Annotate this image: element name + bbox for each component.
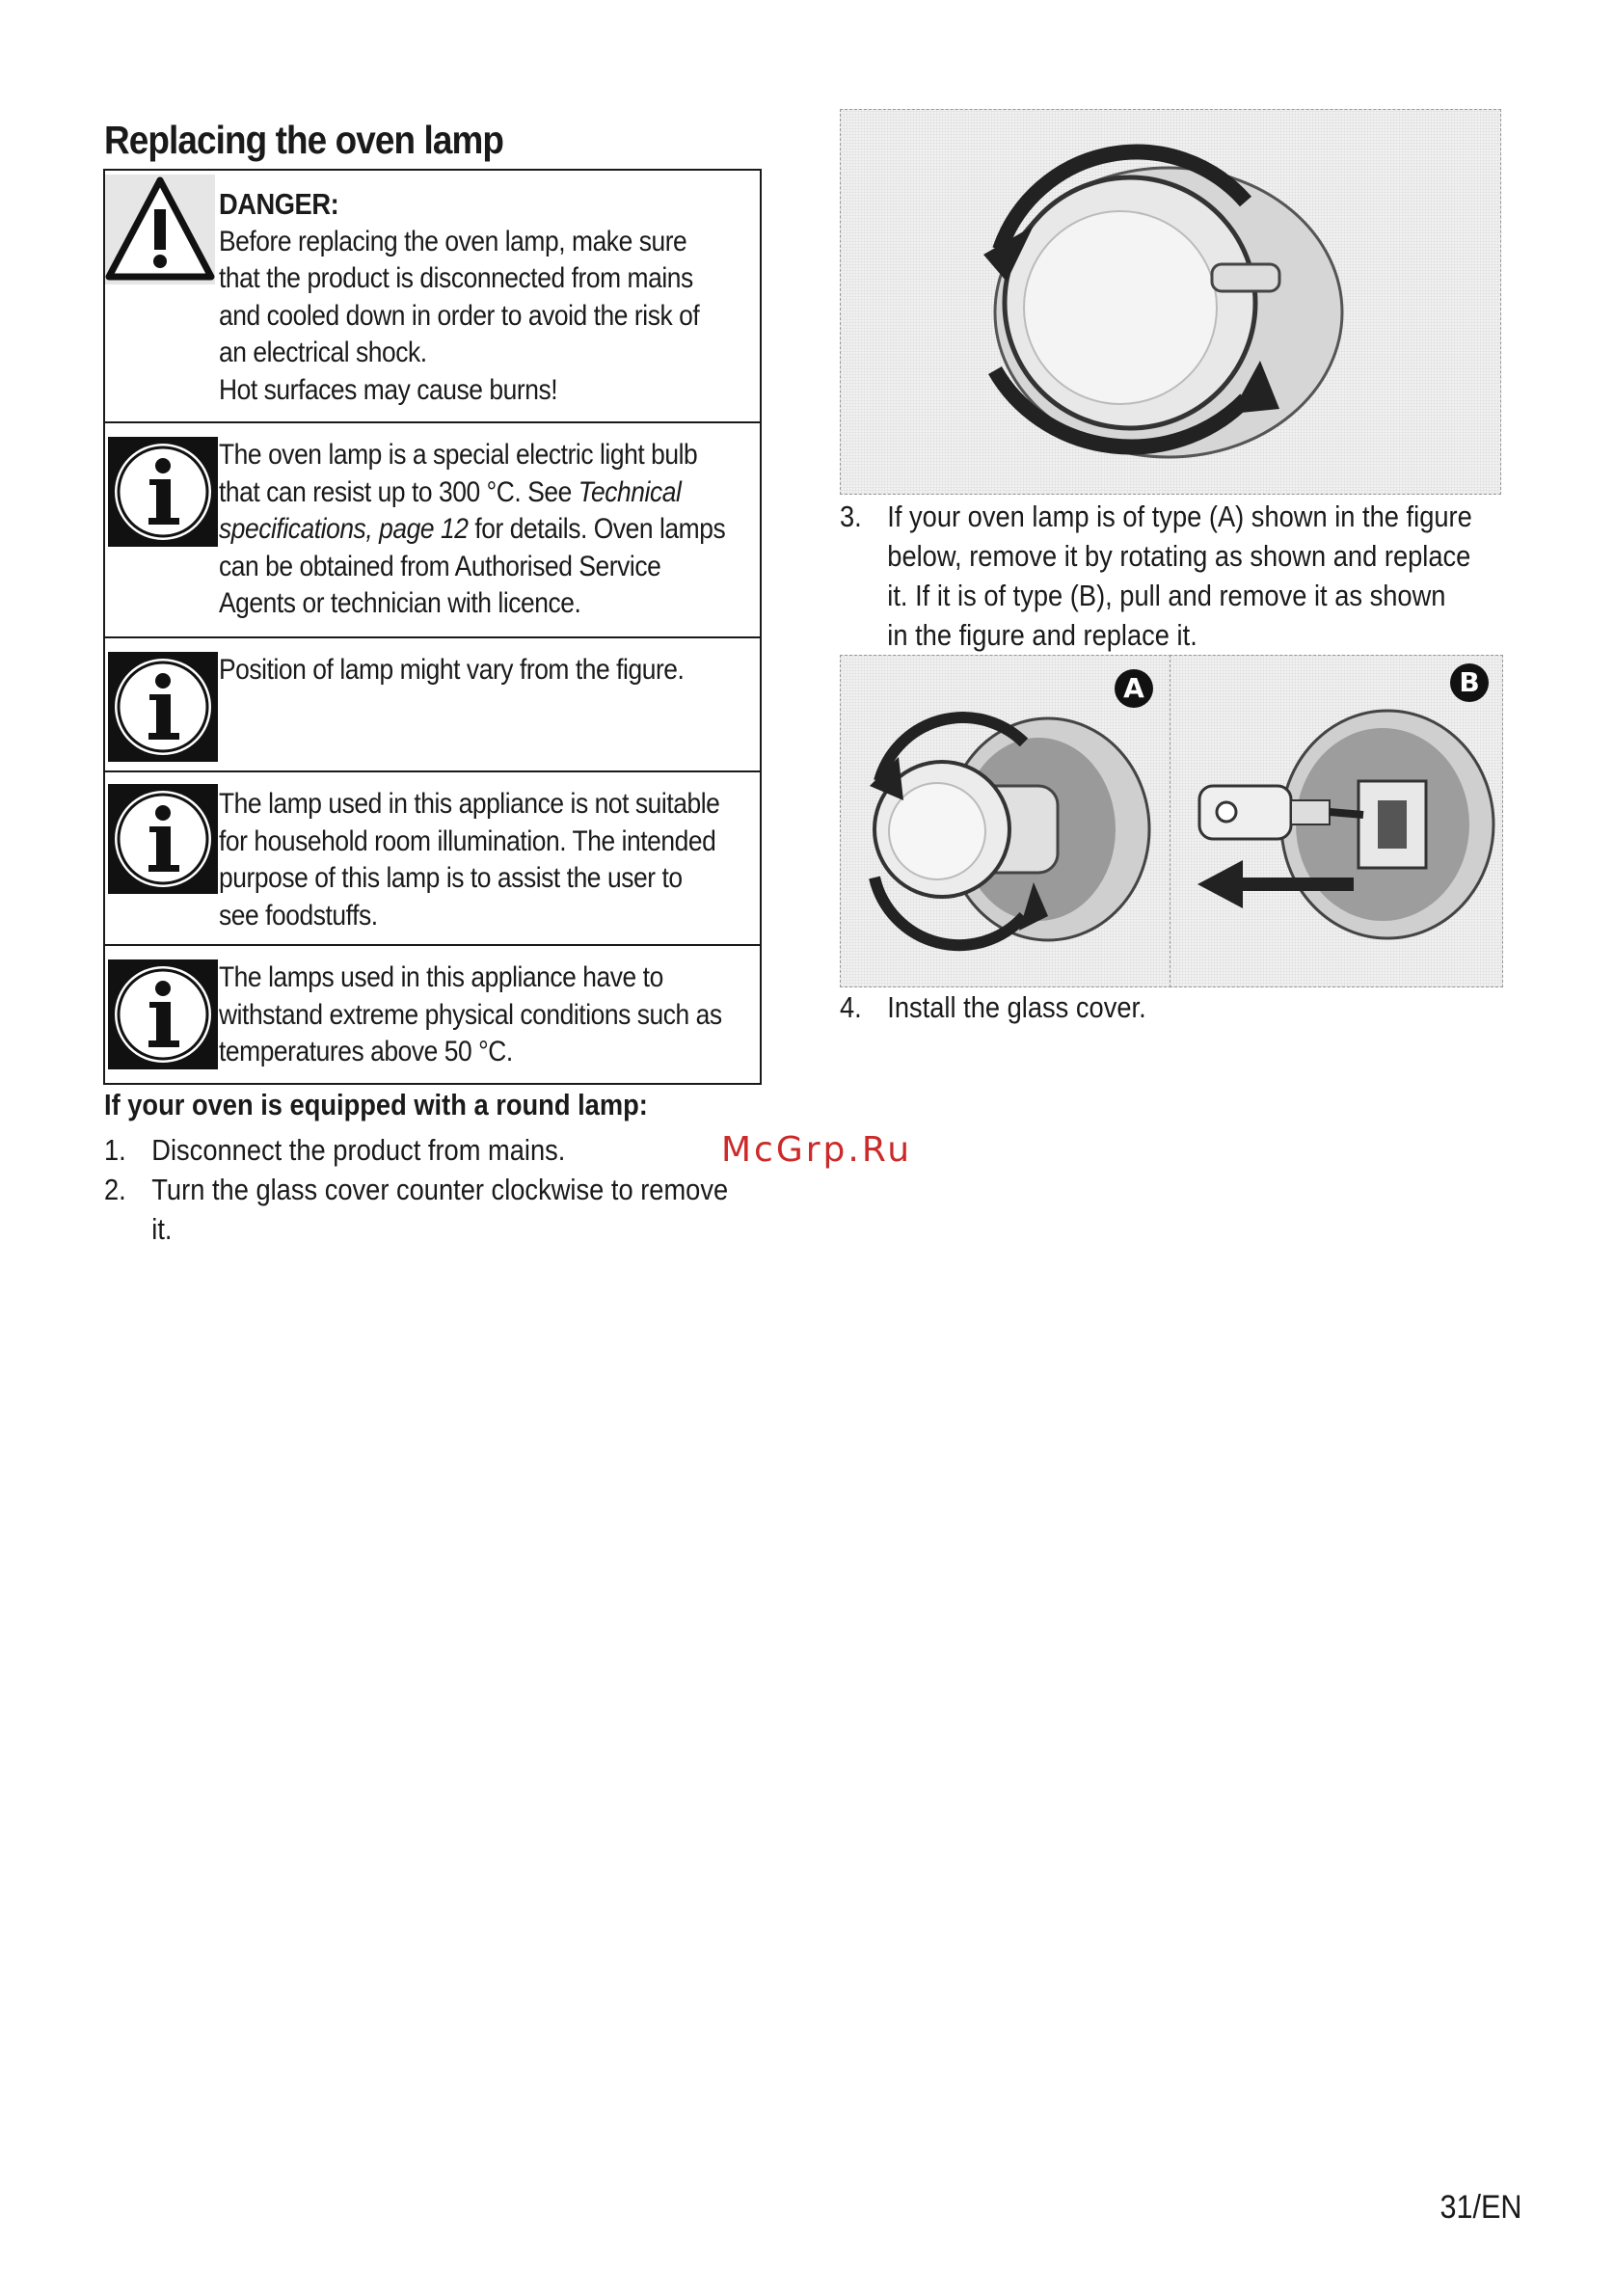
step-text: it. If it is of type (B), pull and remove it as shown — [887, 579, 1446, 612]
step-number: 4. — [840, 990, 862, 1024]
lamp-type-a-figure — [840, 655, 1171, 987]
info-line: Position of lamp might vary from the figure. — [219, 654, 685, 686]
step-text: Turn the glass cover counter clockwise to remove — [151, 1173, 729, 1206]
step-1 — [104, 1130, 766, 1170]
step-2 — [104, 1170, 766, 1249]
info-line: can be obtained from Authorised Service — [219, 550, 661, 582]
round-lamp-heading: If your oven is equipped with a round lamp: — [104, 1088, 648, 1121]
step-number: 3. — [840, 500, 862, 533]
watermark: McGrp.Ru — [721, 1130, 913, 1170]
spec-link[interactable]: Technical — [578, 475, 682, 508]
step-4 — [840, 987, 1595, 1027]
info-line: purpose of this lamp is to assist the user to — [219, 862, 683, 894]
step-text: below, remove it by rotating as shown and replace — [887, 539, 1471, 573]
figure-label-b: B — [1450, 663, 1489, 702]
step-text: it. — [151, 1212, 173, 1246]
step-text: Install the glass cover. — [887, 990, 1146, 1024]
lamp-type-b-illustration — [1170, 656, 1504, 988]
figure-label-a: A — [1115, 669, 1153, 708]
step-number: 1. — [104, 1133, 126, 1167]
info-line: The lamp used in this appliance is not suitable — [219, 788, 720, 820]
info-icon — [108, 784, 218, 894]
info-line: Agents or technician with licence. — [219, 587, 581, 619]
step-text: in the figure and replace it. — [887, 618, 1197, 652]
info-line: for details. Oven lamps — [468, 513, 726, 545]
danger-line: Hot surfaces may cause burns! — [219, 373, 558, 406]
info-line: for household room illumination. The intended — [219, 824, 716, 857]
info-notice-lamp-spec — [103, 421, 762, 638]
info-notice-lamp-purpose — [103, 770, 762, 946]
info-icon — [108, 437, 218, 547]
info-line: see foodstuffs. — [219, 899, 378, 932]
info-line: temperatures above 50 °C. — [219, 1036, 513, 1067]
danger-line: Before replacing the oven lamp, make sure — [219, 225, 687, 257]
info-icon — [108, 959, 218, 1069]
lamp-type-b-figure — [1170, 655, 1503, 987]
danger-heading: DANGER: — [219, 187, 339, 221]
info-line: The lamps used in this appliance have to — [219, 961, 663, 993]
danger-notice — [103, 169, 762, 423]
info-line: withstand extreme physical conditions such as — [219, 998, 722, 1031]
step-number: 2. — [104, 1173, 126, 1206]
step-text: Disconnect the product from mains. — [151, 1133, 566, 1167]
page-title: Replacing the oven lamp — [104, 118, 503, 162]
info-line: that can resist up to 300 °C. See — [219, 475, 578, 508]
page-number: 31/EN — [1439, 2189, 1521, 2226]
info-notice-lamp-conditions — [103, 944, 762, 1085]
spec-page-ref[interactable]: specifications, page 12 — [219, 513, 469, 545]
step-3 — [840, 497, 1595, 655]
danger-line: an electrical shock. — [219, 337, 427, 368]
danger-line: and cooled down in order to avoid the risk of — [219, 299, 700, 332]
step-text: If your oven lamp is of type (A) shown in the figure — [887, 500, 1472, 533]
glass-cover-illustration — [841, 110, 1502, 496]
glass-cover-figure — [840, 109, 1501, 495]
info-icon — [108, 652, 218, 762]
info-notice-lamp-position — [103, 636, 762, 772]
danger-line: that the product is disconnected from mains — [219, 262, 693, 294]
lamp-type-a-illustration — [841, 656, 1172, 988]
info-line: The oven lamp is a special electric light bulb — [219, 439, 698, 471]
warning-triangle-icon — [105, 175, 215, 284]
